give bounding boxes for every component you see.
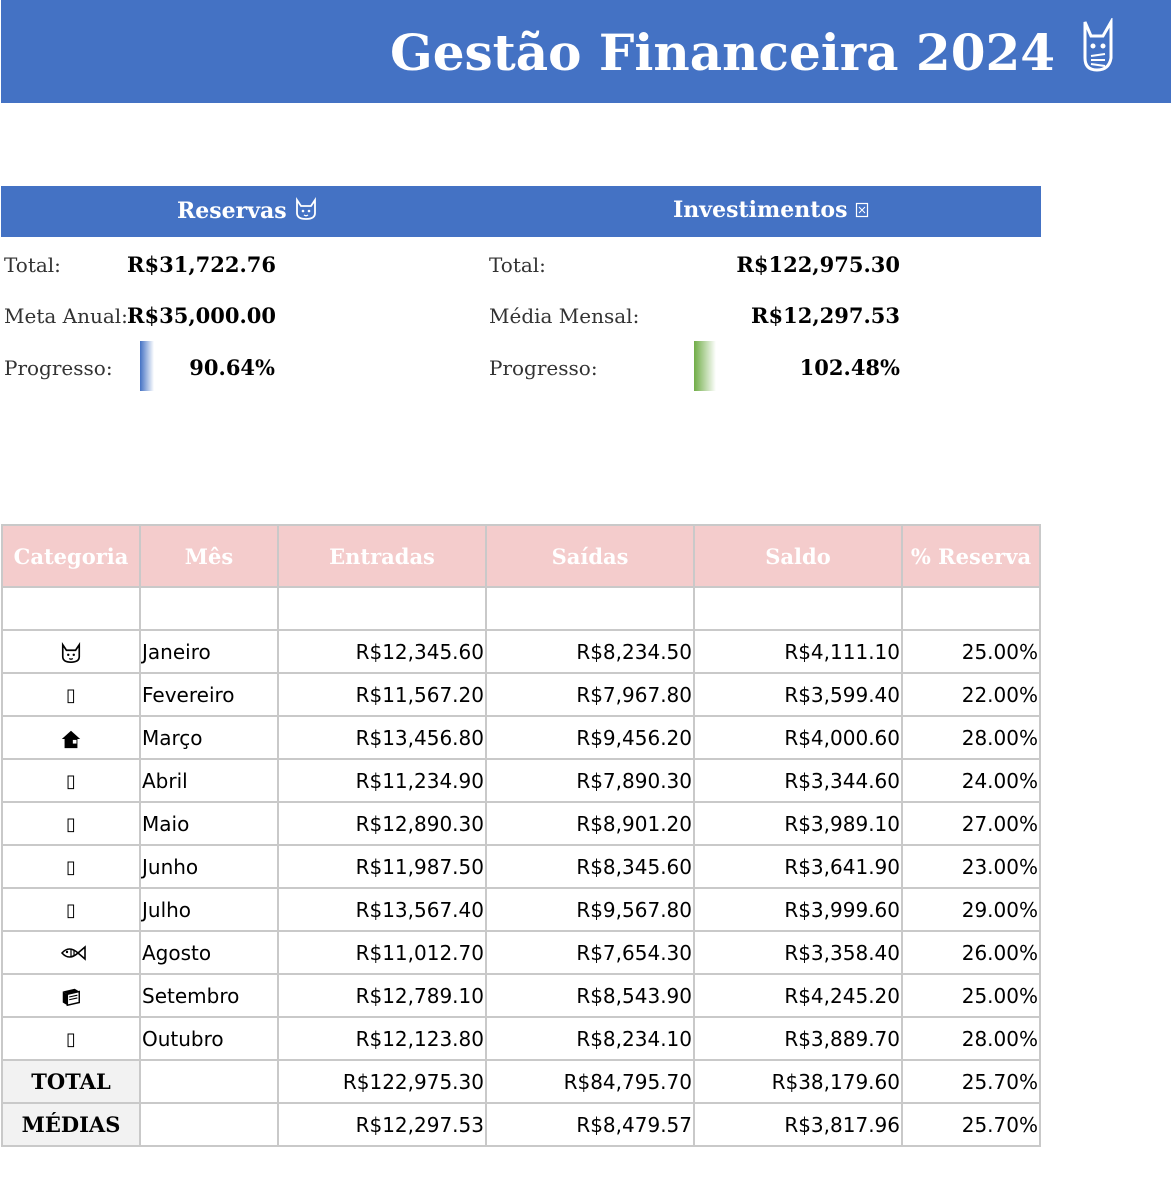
- total-saidas[interactable]: R$84,795.70: [486, 1060, 694, 1103]
- table-cell[interactable]: [694, 587, 902, 630]
- empty-row: [2, 587, 1040, 630]
- table-cell[interactable]: [140, 1060, 278, 1103]
- investimentos-media-label: Média Mensal:: [489, 304, 640, 328]
- missing-glyph-icon: ▯: [66, 856, 76, 878]
- investimentos-title: Investimentos: [673, 197, 869, 223]
- total-label[interactable]: TOTAL: [2, 1060, 140, 1103]
- table-header-row: [2, 525, 1040, 587]
- table-row: [2, 1017, 1040, 1060]
- reserva-cell[interactable]: 28.00%: [902, 1017, 1040, 1060]
- investimentos-total-label: Total:: [489, 253, 546, 277]
- saidas-cell[interactable]: R$8,345.60: [486, 845, 694, 888]
- category-cell[interactable]: [2, 630, 140, 673]
- reserva-cell[interactable]: 22.00%: [902, 673, 1040, 716]
- category-cell[interactable]: [2, 716, 140, 759]
- table-row: [2, 974, 1040, 1017]
- column-header-entradas[interactable]: Entradas: [278, 525, 486, 587]
- column-header-saidas[interactable]: Saídas: [486, 525, 694, 587]
- saldo-cell[interactable]: R$3,889.70: [694, 1017, 902, 1060]
- category-cell[interactable]: [2, 759, 140, 802]
- table-row: [2, 716, 1040, 759]
- investimentos-progress-bar: [694, 341, 716, 391]
- table-row: [2, 673, 1040, 716]
- saldo-cell[interactable]: R$4,245.20: [694, 974, 902, 1017]
- entradas-cell[interactable]: R$13,567.40: [278, 888, 486, 931]
- investimentos-progress-value: 102.48%: [799, 355, 900, 380]
- reservas-meta-value: R$35,000.00: [127, 303, 276, 328]
- reservas-title: Reservas: [177, 197, 318, 224]
- table-row: [2, 888, 1040, 931]
- category-cell[interactable]: [2, 1017, 140, 1060]
- total-saldo[interactable]: R$38,179.60: [694, 1060, 902, 1103]
- month-cell[interactable]: Setembro: [140, 974, 278, 1017]
- month-cell[interactable]: Março: [140, 716, 278, 759]
- entradas-cell[interactable]: R$11,012.70: [278, 931, 486, 974]
- summary-header-bar: [1, 186, 1041, 237]
- category-cell[interactable]: [2, 974, 140, 1017]
- saidas-cell[interactable]: R$8,543.90: [486, 974, 694, 1017]
- entradas-cell[interactable]: R$11,567.20: [278, 673, 486, 716]
- entradas-cell[interactable]: R$13,456.80: [278, 716, 486, 759]
- entradas-cell[interactable]: R$11,987.50: [278, 845, 486, 888]
- table-cell[interactable]: [140, 587, 278, 630]
- page-title: Gestão Financeira 2024: [390, 18, 1117, 82]
- category-cell[interactable]: [2, 845, 140, 888]
- missing-glyph-icon: ▯: [66, 1028, 76, 1050]
- category-cell[interactable]: [2, 931, 140, 974]
- month-cell[interactable]: Junho: [140, 845, 278, 888]
- reservas-total-value: R$31,722.76: [127, 252, 276, 277]
- table-cell[interactable]: [140, 1103, 278, 1146]
- saidas-cell[interactable]: R$9,456.20: [486, 716, 694, 759]
- category-cell[interactable]: [2, 673, 140, 716]
- total-reserva[interactable]: 25.70%: [902, 1060, 1040, 1103]
- reservas-total-label: Total:: [4, 253, 61, 277]
- reservas-meta-label: Meta Anual:: [4, 304, 128, 328]
- fish-icon: [60, 943, 82, 965]
- cat-face-icon: [1079, 18, 1117, 76]
- entradas-cell[interactable]: R$12,123.80: [278, 1017, 486, 1060]
- column-header-categoria[interactable]: Categoria: [2, 525, 140, 587]
- table-cell[interactable]: [278, 587, 486, 630]
- missing-glyph-icon: ▯: [66, 770, 76, 792]
- total-entradas[interactable]: R$122,975.30: [278, 1060, 486, 1103]
- reservas-progress-label: Progresso:: [4, 356, 113, 380]
- saldo-cell[interactable]: R$3,358.40: [694, 931, 902, 974]
- reserva-cell[interactable]: 23.00%: [902, 845, 1040, 888]
- missing-glyph-icon: [855, 202, 869, 218]
- reserva-cell[interactable]: 29.00%: [902, 888, 1040, 931]
- investimentos-media-value: R$12,297.53: [751, 303, 900, 328]
- table-cell[interactable]: [902, 587, 1040, 630]
- category-cell[interactable]: [2, 802, 140, 845]
- column-header-reserva[interactable]: % Reserva: [902, 525, 1040, 587]
- monthly-table: [1, 524, 1041, 1147]
- entradas-cell[interactable]: R$12,789.10: [278, 974, 486, 1017]
- column-header-mes[interactable]: Mês: [140, 525, 278, 587]
- cat-face-icon: [294, 197, 318, 221]
- month-cell[interactable]: Janeiro: [140, 630, 278, 673]
- missing-glyph-icon: ▯: [66, 813, 76, 835]
- cat-face-icon: [60, 642, 82, 664]
- reservas-progress-value: 90.64%: [189, 355, 275, 380]
- medias-row: [2, 1103, 1040, 1146]
- saldo-cell[interactable]: R$3,999.60: [694, 888, 902, 931]
- month-cell[interactable]: Fevereiro: [140, 673, 278, 716]
- table-row: [2, 759, 1040, 802]
- missing-glyph-icon: ▯: [66, 899, 76, 921]
- month-cell[interactable]: Agosto: [140, 931, 278, 974]
- saldo-cell[interactable]: R$3,344.60: [694, 759, 902, 802]
- table-row: [2, 630, 1040, 673]
- medias-label[interactable]: MÉDIAS: [2, 1103, 140, 1146]
- books-icon: [60, 986, 82, 1008]
- category-cell[interactable]: [2, 888, 140, 931]
- medias-saidas[interactable]: R$8,479.57: [486, 1103, 694, 1146]
- saldo-cell[interactable]: R$4,000.60: [694, 716, 902, 759]
- month-cell[interactable]: Maio: [140, 802, 278, 845]
- medias-reserva[interactable]: 25.70%: [902, 1103, 1040, 1146]
- table-cell[interactable]: [2, 587, 140, 630]
- investimentos-progress-label: Progresso:: [489, 356, 598, 380]
- month-cell[interactable]: Outubro: [140, 1017, 278, 1060]
- month-cell[interactable]: Julho: [140, 888, 278, 931]
- saidas-cell[interactable]: R$8,234.50: [486, 630, 694, 673]
- reserva-cell[interactable]: 26.00%: [902, 931, 1040, 974]
- saldo-cell[interactable]: R$3,989.10: [694, 802, 902, 845]
- medias-saldo[interactable]: R$3,817.96: [694, 1103, 902, 1146]
- reserva-cell[interactable]: 28.00%: [902, 716, 1040, 759]
- saidas-cell[interactable]: R$8,234.10: [486, 1017, 694, 1060]
- saidas-cell[interactable]: R$7,654.30: [486, 931, 694, 974]
- investimentos-total-value: R$122,975.30: [736, 252, 900, 277]
- total-row: [2, 1060, 1040, 1103]
- column-header-saldo[interactable]: Saldo: [694, 525, 902, 587]
- table-row: [2, 845, 1040, 888]
- missing-glyph-icon: ▯: [66, 684, 76, 706]
- reserva-cell[interactable]: 25.00%: [902, 630, 1040, 673]
- entradas-cell[interactable]: R$11,234.90: [278, 759, 486, 802]
- saldo-cell[interactable]: R$3,599.40: [694, 673, 902, 716]
- table-row: [2, 931, 1040, 974]
- saldo-cell[interactable]: R$4,111.10: [694, 630, 902, 673]
- house-icon: [60, 728, 82, 750]
- saidas-cell[interactable]: R$9,567.80: [486, 888, 694, 931]
- reserva-cell[interactable]: 24.00%: [902, 759, 1040, 802]
- entradas-cell[interactable]: R$12,345.60: [278, 630, 486, 673]
- table-row: [2, 802, 1040, 845]
- reserva-cell[interactable]: 27.00%: [902, 802, 1040, 845]
- saidas-cell[interactable]: R$8,901.20: [486, 802, 694, 845]
- reserva-cell[interactable]: 25.00%: [902, 974, 1040, 1017]
- saidas-cell[interactable]: R$7,890.30: [486, 759, 694, 802]
- saidas-cell[interactable]: R$7,967.80: [486, 673, 694, 716]
- medias-entradas[interactable]: R$12,297.53: [278, 1103, 486, 1146]
- month-cell[interactable]: Abril: [140, 759, 278, 802]
- entradas-cell[interactable]: R$12,890.30: [278, 802, 486, 845]
- saldo-cell[interactable]: R$3,641.90: [694, 845, 902, 888]
- table-cell[interactable]: [486, 587, 694, 630]
